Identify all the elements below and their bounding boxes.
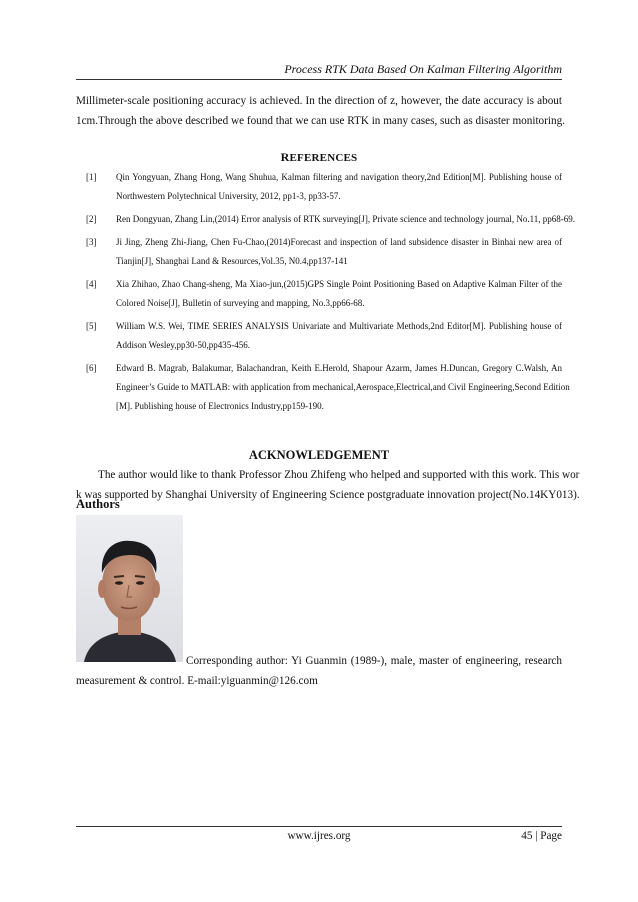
- footer-url: www.ijres.org: [287, 830, 351, 842]
- body-line: Millimeter-scale positioning accuracy is achieved. In the direction of z, however, the date accuracy is about: [76, 95, 562, 107]
- author-caption-line: measurement & control. E-mail:yiguanmin@126.com: [76, 675, 318, 687]
- acknowledgement-heading: ACKNOWLEDGEMENT: [248, 448, 390, 462]
- reference-text: William W.S. Wei, TIME SERIES ANALYSIS Univariate and Multivariate Methods,2nd Editor[M]. Publishing house of: [116, 321, 562, 331]
- reference-text: Qin Yongyuan, Zhang Hong, Wang Shuhua, Kalman filtering and navigation theory,2nd Edition[M]. Publishing house of: [116, 172, 562, 182]
- reference-item: [76, 233, 562, 271]
- references-heading: REFERENCES: [280, 150, 358, 164]
- acknowledgement-body: [76, 465, 580, 505]
- body-line: 1cm.Through the above described we found that we can use RTK in many cases, such as disaster monitoring.: [76, 115, 565, 127]
- header-rule: [76, 79, 562, 80]
- acknowledgement-line: The author would like to thank Professor Zhou Zhifeng who helped and supported with this work. This wor: [98, 469, 580, 481]
- reference-number: [6]: [86, 363, 97, 373]
- reference-text: Edward B. Magrab, Balakumar, Balachandran, Keith E.Herold, Shapour Azarm, James H.Duncan, Gregory C.Walsh, An: [116, 363, 562, 373]
- reference-text: Colored Noise[J], Bulletin of surveying and mapping, No.3,pp66-68.: [116, 298, 365, 308]
- reference-text: Tianjin[J], Shanghai Land & Resources,Vol.35, N0.4,pp137-141: [116, 256, 348, 266]
- reference-item: [76, 359, 570, 416]
- body-paragraph: [76, 91, 565, 131]
- references-list: [76, 168, 576, 420]
- author-photo: [76, 515, 183, 662]
- reference-item: [76, 168, 562, 206]
- reference-item: [76, 317, 562, 355]
- reference-number: [3]: [86, 237, 97, 247]
- reference-text: Ren Dongyuan, Zhang Lin,(2014) Error analysis of RTK surveying[J], Private science and technology journal, No.11, pp68-69.: [116, 214, 576, 224]
- reference-number: [5]: [86, 321, 97, 331]
- page-number: 45 | Page: [521, 830, 562, 842]
- reference-text: Addison Wesley,pp30-50,pp435-456.: [116, 340, 251, 350]
- authors-heading: Authors: [76, 497, 120, 511]
- reference-text: Xia Zhihao, Zhao Chang-sheng, Ma Xiao-jun,(2015)GPS Single Point Positioning Based on Adaptive Kalman Filter of the: [116, 279, 562, 289]
- reference-number: [4]: [86, 279, 97, 289]
- acknowledgement-line: k was supported by Shanghai University of Engineering Science postgraduate innovation project(No.14KY013).: [76, 489, 580, 501]
- reference-number: [2]: [86, 214, 97, 224]
- author-caption-line: Corresponding author: Yi Guanmin (1989-), male, master of engineering, research: [186, 655, 562, 667]
- running-header: Process RTK Data Based On Kalman Filtering Algorithm: [284, 62, 562, 76]
- footer-rule: [76, 826, 562, 827]
- reference-text: Northwestern Polytechnical University, 2012, pp1-3, pp33-57.: [116, 191, 341, 201]
- reference-number: [1]: [86, 172, 97, 182]
- reference-text: [M]. Publishing house of Electronics Industry,pp159-190.: [116, 401, 324, 411]
- reference-item: [76, 210, 576, 229]
- reference-text: Ji Jing, Zheng Zhi-Jiang, Chen Fu-Chao,(2014)Forecast and inspection of land subsidence disaster in Binhai new area of: [116, 237, 562, 247]
- reference-text: Engineer’s Guide to MATLAB: with application from mechanical,Aerospace,Electrical,and Civil Engineering,Second Edition: [116, 382, 570, 392]
- reference-item: [76, 275, 562, 313]
